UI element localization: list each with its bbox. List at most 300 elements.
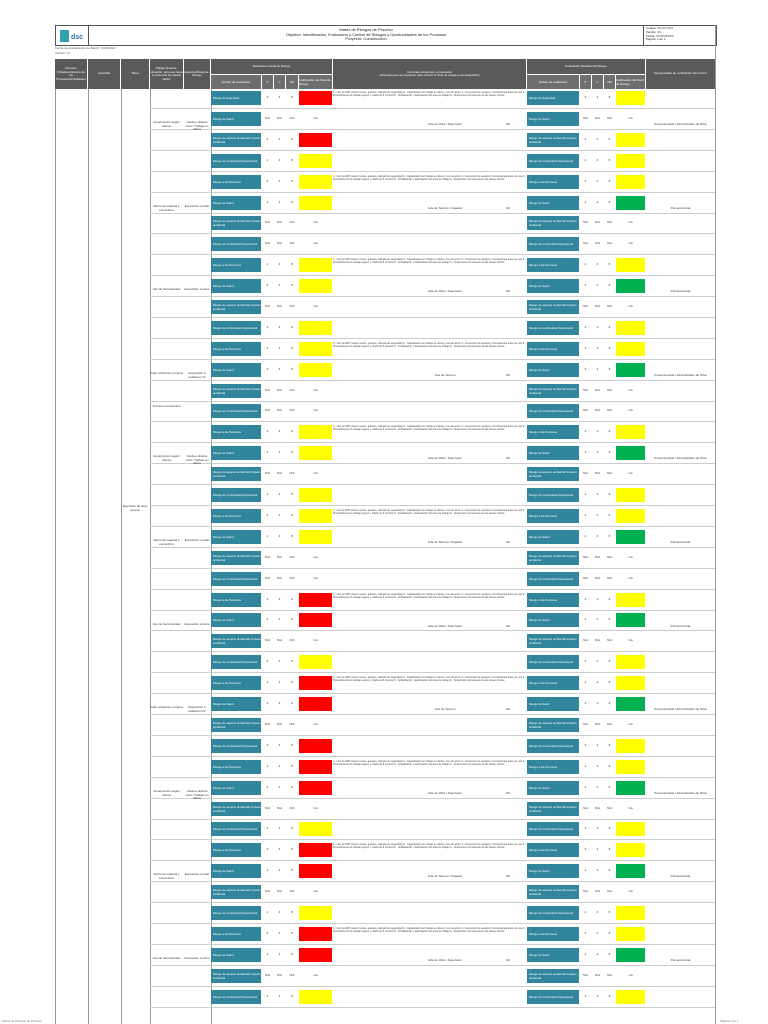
verification-responsible: Prevencionista [670,874,691,878]
risk-type-initial: Riesgo de aspecto ambiental/ Impacto ambiental [211,969,261,983]
c-value-residual: N/A [594,241,600,245]
p-value-residual: 2 [584,450,587,454]
c-value-residual: 4 [596,847,599,851]
risk-type-initial: Riesgo de Salud [211,363,261,377]
c-value-initial: 4 [278,785,281,789]
p-value-residual: N/A [582,388,588,392]
risk-level-residual [616,739,645,753]
p-value-initial: N/A [264,388,270,392]
risk-type-residual: Riesgo de Continuidad Operacional [527,572,579,586]
p-value-residual: 2 [584,346,587,350]
risk-level-residual-na: n/a [628,576,633,580]
control-responsible: Jefe de Terreno / Capataz [427,206,463,210]
row-divider [150,1007,715,1008]
review-date: NC [505,707,511,711]
risk-type-residual: Riesgo a las Personas [527,175,579,189]
risk-type-initial: Riesgo a las Personas [211,509,261,523]
p-value-initial: 2 [266,617,269,621]
nr-value-residual: N/A [606,471,612,475]
company-logo [56,26,89,45]
c-value-residual: N/A [594,555,600,559]
risk-level-residual [616,446,645,460]
risk-type-residual: Riesgo de Continuidad Operacional [527,404,579,418]
c-value-residual: 4 [596,659,599,663]
nr-value-initial: 8 [291,283,293,287]
risk-type-residual: Riesgo de Continuidad Operacional [527,990,579,1004]
task-activity: Construcción según planos [153,789,180,797]
c-value-residual: N/A [594,889,600,893]
risk-type-initial: Riesgo de Continuidad Operacional [211,739,261,753]
grid-line [88,89,89,1024]
grid-line [55,89,56,1024]
p-value-initial: N/A [264,220,270,224]
risk-level-initial [299,843,332,857]
task-activity: Uso de herramientas [152,956,181,960]
risk-level-initial [299,676,332,690]
c-value-residual: N/A [594,220,600,224]
p-value-residual: N/A [582,722,588,726]
nr-value-initial: 8 [291,659,293,663]
risk-type-initial: Riesgo a las Personas [211,258,261,272]
nr-value-residual: N/A [606,973,612,977]
row-divider [150,338,715,339]
risk-level-initial [299,425,332,439]
p-value-residual: N/A [582,576,588,580]
p-value-initial: N/A [264,638,270,642]
c-value-residual: 4 [596,764,599,768]
review-date: NC [505,958,511,962]
nr-value-residual: 8 [608,910,611,914]
c-value-initial: 4 [278,534,281,538]
risk-type-initial: Riesgo de Continuidad Operacional [211,154,261,168]
risk-type-residual: Riesgo de aspecto ambiental/ Impacto ambiental [527,467,579,481]
c-value-residual: N/A [594,408,600,412]
c-value-residual: 4 [596,952,599,956]
risk-type-residual: Riesgo de Salud [527,697,579,711]
risk-level-initial-na: n/a [313,889,318,893]
nr-value-initial: N/A [289,408,295,412]
nr-value-residual: 8 [608,346,611,350]
p-value-initial: 2 [266,200,269,204]
nr-value-residual: 8 [608,931,611,935]
nr-value-residual: 8 [608,701,611,705]
nr-value-residual: 8 [608,868,611,872]
nr-value-residual: 8 [608,680,611,684]
col-ambito-residual: Ámbito de evaluación [527,75,579,89]
risk-type-initial: Riesgo de Continuidad Operacional [211,237,261,251]
p-value-initial: 2 [266,952,269,956]
control-responsible: Jefe de Obra / Supervisor [427,122,463,126]
risk-type-initial: Riesgo de Salud [211,864,261,878]
task-hazard: Exposición a ruido [184,538,210,542]
risk-level-initial [299,864,332,878]
c-value-initial: 4 [278,492,281,496]
verification-responsible: Prevencionista [670,289,691,293]
nr-value-initial: 8 [291,764,293,768]
risk-level-residual [616,990,645,1004]
p-value-initial: 2 [266,179,269,183]
nr-value-residual: N/A [606,116,612,120]
controls-text: 1.- Uso de EPP (casco, lentes, guantes, calzado de seguridad) 2.- Capacitación en trabajo en altura y uso de arnés 3.- Inspección de equipos y herramientas antes de uso 4.- Procedimiento de trabajo seguro y charla de 5 minutos 5.- Señalización y delimitación del área de trabajo 6.- Supervisión permanente de las tareas críticas [333,342,526,349]
p-value-initial: N/A [264,116,270,120]
risk-level-residual [616,258,645,272]
controls-text: 1.- Uso de EPP (casco, lentes, guantes, calzado de seguridad) 2.- Capacitación en trabajo en altura y uso de arnés 3.- Inspección de equipos y herramientas antes de uso 4.- Procedimiento de trabajo seguro y charla de 5 minutos 5.- Señalización y delimitación del área de trabajo 6.- Supervisión permanente de las tareas críticas [333,509,526,516]
c-value-initial: 4 [278,931,281,935]
c-value-initial: 4 [278,994,281,998]
row-divider [150,923,715,924]
col-ambito-inicial: Ámbito de evaluación [211,75,261,89]
risk-type-residual: Riesgo de Salud [527,196,579,210]
risk-level-initial [299,530,332,544]
p-value-initial: N/A [264,889,270,893]
nr-value-initial: N/A [289,576,295,580]
c-value-residual: 4 [596,429,599,433]
p-value-initial: 2 [266,429,269,433]
risk-level-initial [299,613,332,627]
risk-type-residual: Riesgo de Continuidad Operacional [527,822,579,836]
controls-text: 1.- Uso de EPP (casco, lentes, guantes, calzado de seguridad) 2.- Capacitación en trabajo en altura y uso de arnés 3.- Inspección de equipos y herramientas antes de uso 4.- Procedimiento de trabajo seguro y charla de 5 minutos 5.- Señalización y delimitación del área de trabajo 6.- Supervisión permanente de las tareas críticas [333,258,526,265]
c-value-residual: 4 [596,785,599,789]
grid-line [121,89,122,1024]
nr-value-residual: N/A [606,304,612,308]
risk-type-residual: Riesgo de aspecto ambiental/ Impacto ambiental [527,551,579,565]
control-responsible: Jefe de Obra / Supervisor [427,791,463,795]
risk-level-initial [299,906,332,920]
risk-level-residual [616,781,645,795]
nr-value-initial: 8 [291,868,293,872]
risk-level-initial-na: n/a [313,555,318,559]
risk-type-residual: Riesgo de aspecto ambiental/ Impacto ambiental [527,634,579,648]
risk-level-residual-na: n/a [628,241,633,245]
task-activity: Retiro de material y escombros [153,538,180,546]
c-value-residual: N/A [594,116,600,120]
risk-level-residual-na: n/a [628,806,633,810]
c-value-residual: 4 [596,492,599,496]
review-date: NC [505,624,511,628]
risk-type-initial: Riesgo a las Personas [211,175,261,189]
risk-type-residual: Riesgo de Continuidad Operacional [527,237,579,251]
control-responsible: Jefe de Obra / Supervisor [427,624,463,628]
risk-level-initial-na: n/a [313,638,318,642]
task-hazard: Exposición a ruido [184,872,210,876]
verification-responsible: Prevencionista [670,958,691,962]
risk-level-initial-na: n/a [313,408,318,412]
p-value-initial: 2 [266,158,269,162]
risk-level-initial [299,655,332,669]
risk-level-initial-na: n/a [313,116,318,120]
p-value-residual: N/A [582,220,588,224]
nr-value-initial: N/A [289,304,295,308]
verification-responsible: Prevencionista [670,206,691,210]
nr-value-initial: 8 [291,367,293,371]
p-value-residual: 2 [584,931,587,935]
nr-value-initial: 8 [291,158,293,162]
nr-value-residual: 8 [608,367,611,371]
nr-value-initial: 8 [291,952,293,956]
nr-value-initial: 8 [291,262,293,266]
c-value-residual: 4 [596,597,599,601]
nr-value-residual: 8 [608,826,611,830]
col-eval-residual: Evaluación Residual de Riesgo [527,59,645,74]
update-date: Fecha de Actualización de Matriz: 01/02/2022 [55,46,116,50]
risk-type-initial: Riesgo a las Personas [211,843,261,857]
risk-type-residual: Riesgo de Salud [527,864,579,878]
c-value-residual: N/A [594,388,600,392]
risk-level-initial [299,363,332,377]
risk-type-initial: Riesgo de aspecto ambiental/ Impacto ambiental [211,718,261,732]
nr-value-initial: 8 [291,701,293,705]
risk-type-residual: Riesgo a las Personas [527,593,579,607]
risk-type-residual: Riesgo de aspecto ambiental/ Impacto ambiental [527,133,579,147]
review-date: NC [505,456,511,460]
task-activity: Calor ambiente en faena [150,705,183,709]
col-nr-inicial: NR [286,75,298,89]
risk-level-residual [616,154,645,168]
logo-text: dsc [71,33,84,41]
document-meta [643,26,716,45]
nr-value-initial: 8 [291,743,293,747]
risk-type-residual: Riesgo de Salud [527,948,579,962]
p-value-residual: 2 [584,429,587,433]
risk-level-initial [299,342,332,356]
nr-value-initial: 8 [291,534,293,538]
risk-level-residual [616,906,645,920]
c-value-initial: N/A [276,576,282,580]
nr-value-initial: N/A [289,973,295,977]
verification-responsible: Prevencionista [670,540,691,544]
risk-level-residual-na: n/a [628,722,633,726]
risk-type-initial: Riesgo de aspecto ambiental/ Impacto ambiental [211,802,261,816]
task-hazard: Exposición a polvo [184,622,210,626]
nr-value-initial: N/A [289,220,295,224]
risk-type-initial: Riesgo de Continuidad Operacional [211,488,261,502]
risk-type-residual: Riesgo de Continuidad Operacional [527,906,579,920]
task-activity: Construcción según planos [153,120,180,128]
c-value-initial: N/A [276,722,282,726]
verification-responsible: Prevencionista [670,624,691,628]
nr-value-residual: N/A [606,241,612,245]
c-value-initial: N/A [276,241,282,245]
p-value-residual: 2 [584,701,587,705]
c-value-residual: 4 [596,868,599,872]
risk-type-initial: Riesgo de Continuidad Operacional [211,404,261,418]
risk-level-initial [299,91,332,105]
p-value-initial: 2 [266,931,269,935]
grid-line [715,25,716,1024]
risk-type-initial: Riesgo a las Personas [211,425,261,439]
c-value-initial: 4 [278,179,281,183]
p-value-residual: 2 [584,826,587,830]
p-value-residual: 2 [584,95,587,99]
verification-responsible: Prevencionista / Administrador de Obra [654,791,707,795]
meta-code: Código: XX-XX-XXX [646,26,674,30]
nr-value-initial: 8 [291,492,293,496]
nr-value-initial: N/A [289,722,295,726]
risk-type-initial: Riesgo de aspecto ambiental/ Impacto ambiental [211,300,261,314]
p-value-residual: 2 [584,952,587,956]
nr-value-residual: N/A [606,576,612,580]
c-value-initial: N/A [276,471,282,475]
risk-level-residual [616,843,645,857]
nr-value-residual: 8 [608,137,611,141]
p-value-initial: N/A [264,408,270,412]
c-value-residual: 4 [596,931,599,935]
c-value-initial: 4 [278,346,281,350]
risk-level-residual-na: n/a [628,973,633,977]
p-value-initial: 2 [266,367,269,371]
p-value-residual: 2 [584,262,587,266]
col-actividad: Actividad [88,59,120,89]
risk-level-residual-na: n/a [628,304,633,308]
p-value-residual: N/A [582,806,588,810]
p-value-initial: 2 [266,701,269,705]
col-peligro: Peligro (Fuente, situación, acto que tiene el potencial de causar daño) [150,59,183,89]
nr-value-residual: 8 [608,597,611,601]
p-value-initial: N/A [264,973,270,977]
risk-type-initial: Riesgo de Salud [211,446,261,460]
c-value-initial: N/A [276,973,282,977]
controls-text: 1.- Uso de EPP (casco, lentes, guantes, calzado de seguridad) 2.- Capacitación en trabajo en altura y uso de arnés 3.- Inspección de equipos y herramientas antes de uso 4.- Procedimiento de trabajo seguro y charla de 5 minutos 5.- Señalización y delimitación del área de trabajo 6.- Supervisión permanente de las tareas críticas [333,843,526,850]
risk-level-initial-na: n/a [313,471,318,475]
c-value-initial: 4 [278,137,281,141]
risk-type-residual: Riesgo de aspecto ambiental/ Impacto ambiental [527,300,579,314]
p-value-initial: 2 [266,492,269,496]
risk-level-initial-na: n/a [313,576,318,580]
process-main-label: Proceso constructivo [152,404,181,408]
p-value-residual: 2 [584,325,587,329]
nr-value-residual: 8 [608,179,611,183]
risk-type-residual: Riesgo de Continuidad Operacional [527,739,579,753]
nr-value-residual: 8 [608,534,611,538]
p-value-residual: 2 [584,994,587,998]
risk-type-initial: Riesgo de aspecto ambiental/ Impacto ambiental [211,551,261,565]
controls-text: 1.- Uso de EPP (casco, lentes, guantes, calzado de seguridad) 2.- Capacitación en trabajo en altura y uso de arnés 3.- Inspección de equipos y herramientas antes de uso 4.- Procedimiento de trabajo seguro y charla de 5 minutos 5.- Señalización y delimitación del área de trabajo 6.- Supervisión permanente de las tareas críticas [333,927,526,934]
risk-level-initial [299,739,332,753]
p-value-initial: N/A [264,722,270,726]
p-value-initial: 2 [266,826,269,830]
nr-value-residual: 8 [608,513,611,517]
risk-type-residual: Riesgo de Salud [527,112,579,126]
risk-level-initial-na: n/a [313,304,318,308]
risk-type-initial: Riesgo de aspecto ambiental/ Impacto ambiental [211,384,261,398]
risk-type-residual: Riesgo de aspecto ambiental/ Impacto ambiental [527,802,579,816]
risk-type-residual: Riesgo de aspecto ambiental/ Impacto ambiental [527,384,579,398]
risk-type-residual: Riesgo a las Personas [527,425,579,439]
nr-value-residual: 8 [608,325,611,329]
c-value-initial: 4 [278,450,281,454]
risk-type-residual: Riesgo de aspecto ambiental/ Impacto ambiental [527,718,579,732]
c-value-residual: 4 [596,346,599,350]
p-value-residual: 2 [584,868,587,872]
p-value-initial: 2 [266,137,269,141]
risk-type-residual: Riesgo de Salud [527,781,579,795]
title-line-2: Objetivo: Identificación, Evaluación y Control de Riesgos y Oportunidades de los Procesos [285,31,447,37]
p-value-initial: 2 [266,283,269,287]
p-value-residual: 2 [584,492,587,496]
risk-type-residual: Riesgo de Continuidad Operacional [527,655,579,669]
p-value-initial: 2 [266,743,269,747]
risk-level-residual [616,593,645,607]
review-date: NC [505,122,511,126]
p-value-initial: 2 [266,325,269,329]
p-value-residual: N/A [582,638,588,642]
controls-text: 1.- Uso de EPP (casco, lentes, guantes, calzado de seguridad) 2.- Capacitación en trabajo en altura y uso de arnés 3.- Inspección de equipos y herramientas antes de uso 4.- Procedimiento de trabajo seguro y charla de 5 minutos 5.- Señalización y delimitación del área de trabajo 6.- Supervisión permanente de las tareas críticas [333,593,526,600]
c-value-initial: 4 [278,701,281,705]
meta-version: Versión: 01 [646,29,662,34]
nr-value-initial: N/A [289,241,295,245]
task-hazard: Caída a distinto nivel / Trabajo en altura [185,120,209,132]
c-value-initial: 4 [278,325,281,329]
risk-type-residual: Riesgo de Salud [527,613,579,627]
nr-value-initial: 8 [291,826,293,830]
p-value-residual: 2 [584,158,587,162]
p-value-initial: 2 [266,910,269,914]
verification-responsible: Prevencionista / Administrador de Obra [654,707,707,711]
review-date: NC [505,874,511,878]
c-value-residual: 4 [596,513,599,517]
row-divider [150,756,715,757]
nr-value-initial: N/A [289,889,295,893]
row-divider [150,589,715,590]
risk-level-residual-na: n/a [628,116,633,120]
risk-type-initial: Riesgo a las Personas [211,676,261,690]
nr-value-initial: 8 [291,785,293,789]
nr-value-initial: 8 [291,513,293,517]
c-value-initial: 4 [278,764,281,768]
risk-type-initial: Riesgo a las Personas [211,342,261,356]
risk-type-initial: Riesgo de Continuidad Operacional [211,572,261,586]
c-value-initial: 4 [278,513,281,517]
c-value-residual: 4 [596,95,599,99]
title-line-3: Proyecto: Construcción [345,36,387,42]
risk-type-initial: Riesgo de Salud [211,613,261,627]
p-value-initial: 2 [266,868,269,872]
controls-text: 1.- Uso de EPP (casco, lentes, guantes, calzado de seguridad) 2.- Capacitación en trabajo en altura y uso de arnés 3.- Inspección de equipos y herramientas antes de uso 4.- Procedimiento de trabajo seguro y charla de 5 minutos 5.- Señalización y delimitación del área de trabajo 6.- Supervisión permanente de las tareas críticas [333,425,526,432]
c-value-initial: 4 [278,597,281,601]
risk-level-initial [299,279,332,293]
nr-value-initial: 8 [291,910,293,914]
col-proceso: Proceso (Objetivo/Alcance de los Procesos/Actividades) [55,59,87,89]
risk-level-initial [299,781,332,795]
p-value-residual: N/A [582,116,588,120]
c-value-residual: 4 [596,617,599,621]
c-value-residual: 4 [596,367,599,371]
risk-type-residual: Riesgo de Salud [527,279,579,293]
nr-value-initial: 8 [291,931,293,935]
risk-type-residual: Riesgo de Salud [527,530,579,544]
verification-responsible: Prevencionista / Administrador de Obra [654,122,707,126]
matrix-version: Versión: 01 [55,51,71,55]
p-value-residual: 2 [584,179,587,183]
risk-level-initial [299,593,332,607]
risk-type-initial: Riesgo de Salud [211,781,261,795]
c-value-residual: 4 [596,994,599,998]
risk-level-residual [616,822,645,836]
risk-level-residual [616,321,645,335]
p-value-initial: 2 [266,680,269,684]
c-value-residual: 4 [596,450,599,454]
risk-level-initial [299,258,332,272]
nr-value-residual: 8 [608,994,611,998]
p-value-residual: 2 [584,137,587,141]
nr-value-residual: N/A [606,220,612,224]
risk-level-initial [299,196,332,210]
c-value-initial: 4 [278,617,281,621]
p-value-residual: 2 [584,785,587,789]
p-value-initial: 2 [266,847,269,851]
risk-type-initial: Riesgo a las Personas [211,593,261,607]
risk-type-initial: Riesgo de Continuidad Operacional [211,655,261,669]
